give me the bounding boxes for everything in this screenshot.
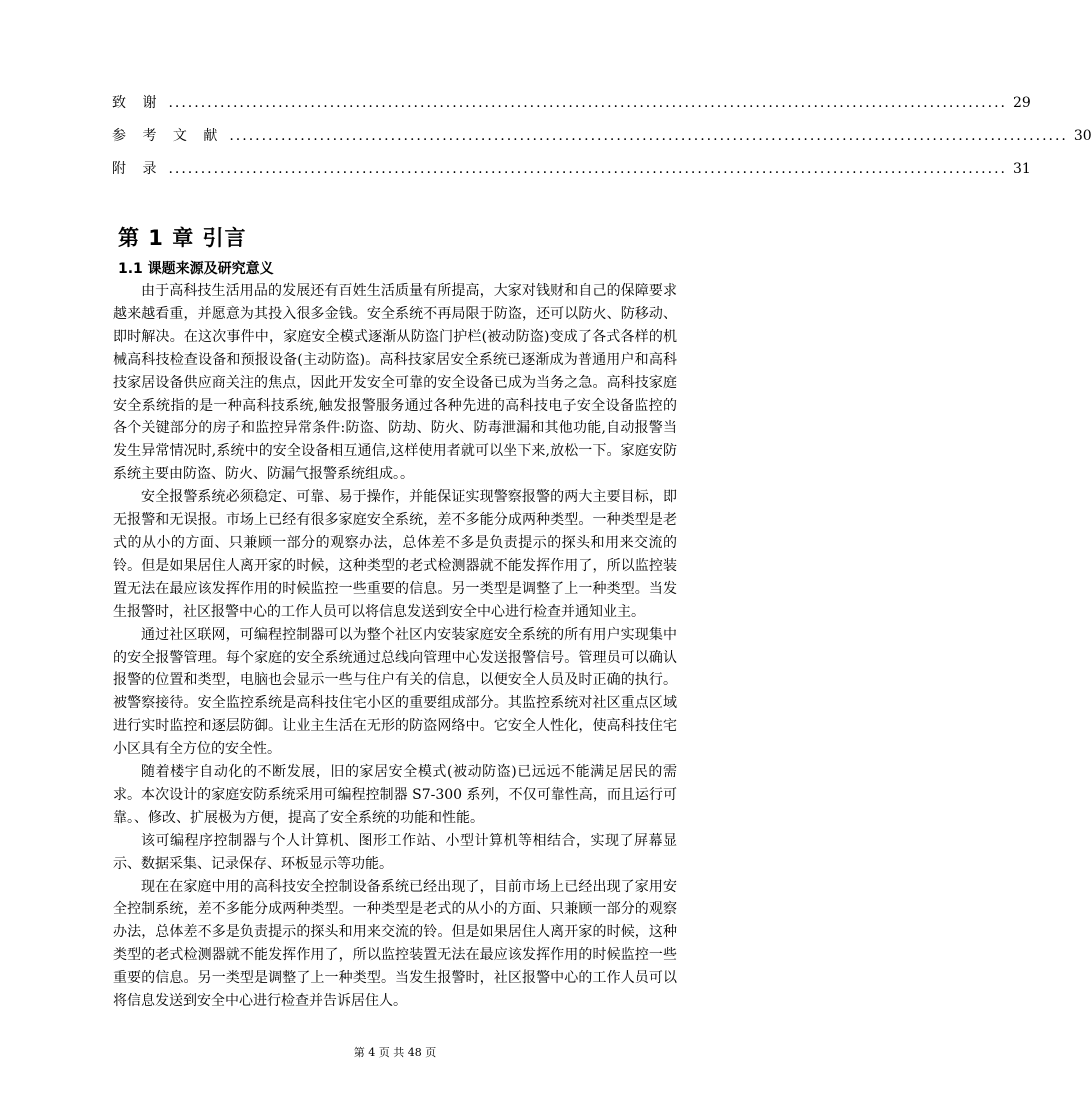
table-of-contents (112, 92, 1092, 191)
section-title: 1.1 课题来源及研究意义 (118, 261, 274, 277)
toc-entry-label: 参 考 文 献 (112, 128, 224, 144)
toc-entry-page: 29 (1012, 95, 1031, 111)
toc-leader-dots: .................................................................................................................................. (229, 128, 1068, 144)
chapter-title: 第 1 章 引言 (118, 226, 247, 250)
toc-entry (112, 92, 1031, 122)
paragraph: 该可编程序控制器与个人计算机、图形工作站、小型计算机等相结合，实现了屏幕显示、数据采集、记录保存、环板显示等功能。 (113, 832, 677, 872)
toc-entry-page: 30 (1073, 128, 1092, 144)
toc-leader-dots: .................................................................................................................................. (168, 161, 1007, 177)
toc-entry-label: 致 谢 (112, 95, 163, 111)
paragraph: 通过社区联网，可编程控制器可以为整个社区内安装家庭安全系统的所有用户实现集中的安全报警管理。每个家庭的安全系统通过总线向管理中心发送报警信号。管理员可以确认报警的位置和类型，电脑也会显示一些与住户有关的信息，以便安全人员及时正确的执行。被警察接待。安全监控系统是高科技住宅小区的重要组成部分。其监控系统对社区重点区域进行实时监控和逐层防御。让业主生活在无形的防盗网络中。它安全人性化，使高科技住宅小区具有全方位的安全性。 (113, 626, 677, 758)
body-text (113, 280, 677, 1013)
paragraph: 由于高科技生活用品的发展还有百姓生活质量有所提高，大家对钱财和自己的保障要求越来越看重，并愿意为其投入很多金钱。安全系统不再局限于防盗，还可以防火、防移动、即时解决。在这次事件中，家庭安全模式逐渐从防盗门护栏(被动防盗)变成了各式各样的机械高科技检查设备和预报设备(主动防盗)。高科技家居安全系统已逐渐成为普通用户和高科技家居设备供应商关注的焦点，因此开发安全可靠的安全设备已成为当务之急。高科技家庭安全系统指的是一种高科技系统,触发报警服务通过各种先进的高科技电子安全设备监控的各个关键部分的房子和监控异常条件:防盗、防劫、防火、防毒泄漏和其他功能,自动报警当发生异常情况时,系统中的安全设备相互通信,这样使用者就可以坐下来,放松一下。家庭安防系统主要由防盗、防火、防漏气报警系统组成。。 (113, 283, 677, 483)
toc-entry-page: 31 (1012, 161, 1031, 177)
paragraph: 现在在家庭中用的高科技安全控制设备系统已经出现了，目前市场上已经出现了家用安全控制系统，差不多能分成两种类型。一种类型是老式的从小的方面、只兼顾一部分的观察办法，总体差不多是负责提示的探头和用来交流的铃。但是如果居住人离开家的时候，这种类型的老式检测器就不能发挥作用了，所以监控装置无法在最应该发挥作用的时候监控一些重要的信息。另一类型是调整了上一种类型。当发生报警时，社区报警中心的工作人员可以将信息发送到安全中心进行检查并告诉居住人。 (113, 878, 677, 1010)
page-footer: 第 4 页 共 48 页 (353, 1046, 437, 1059)
toc-entry (112, 158, 1031, 188)
toc-entry-label: 附 录 (112, 161, 163, 177)
toc-entry (112, 125, 1092, 155)
toc-leader-dots: .................................................................................................................................. (168, 95, 1007, 111)
paragraph: 随着楼宇自动化的不断发展，旧的家居安全模式(被动防盗)已远远不能满足居民的需求。本次设计的家庭安防系统采用可编程控制器 S7-300 系列，不仅可靠性高，而且运行可靠。、修改、扩展极为方便，提高了安全系统的功能和性能。 (113, 764, 677, 826)
paragraph: 安全报警系统必须稳定、可靠、易于操作，并能保证实现警察报警的两大主要目标，即无报警和无误报。市场上已经有很多家庭安全系统，差不多能分成两种类型。一种类型是老式的从小的方面、只兼顾一部分的观察办法，总体差不多是负责提示的探头和用来交流的铃。但是如果居住人离开家的时候，这种类型的老式检测器就不能发挥作用了，所以监控装置无法在最应该发挥作用的时候监控一些重要的信息。另一类型是调整了上一种类型。当发生报警时，社区报警中心的工作人员可以将信息发送到安全中心进行检查并通知业主。 (113, 489, 677, 620)
